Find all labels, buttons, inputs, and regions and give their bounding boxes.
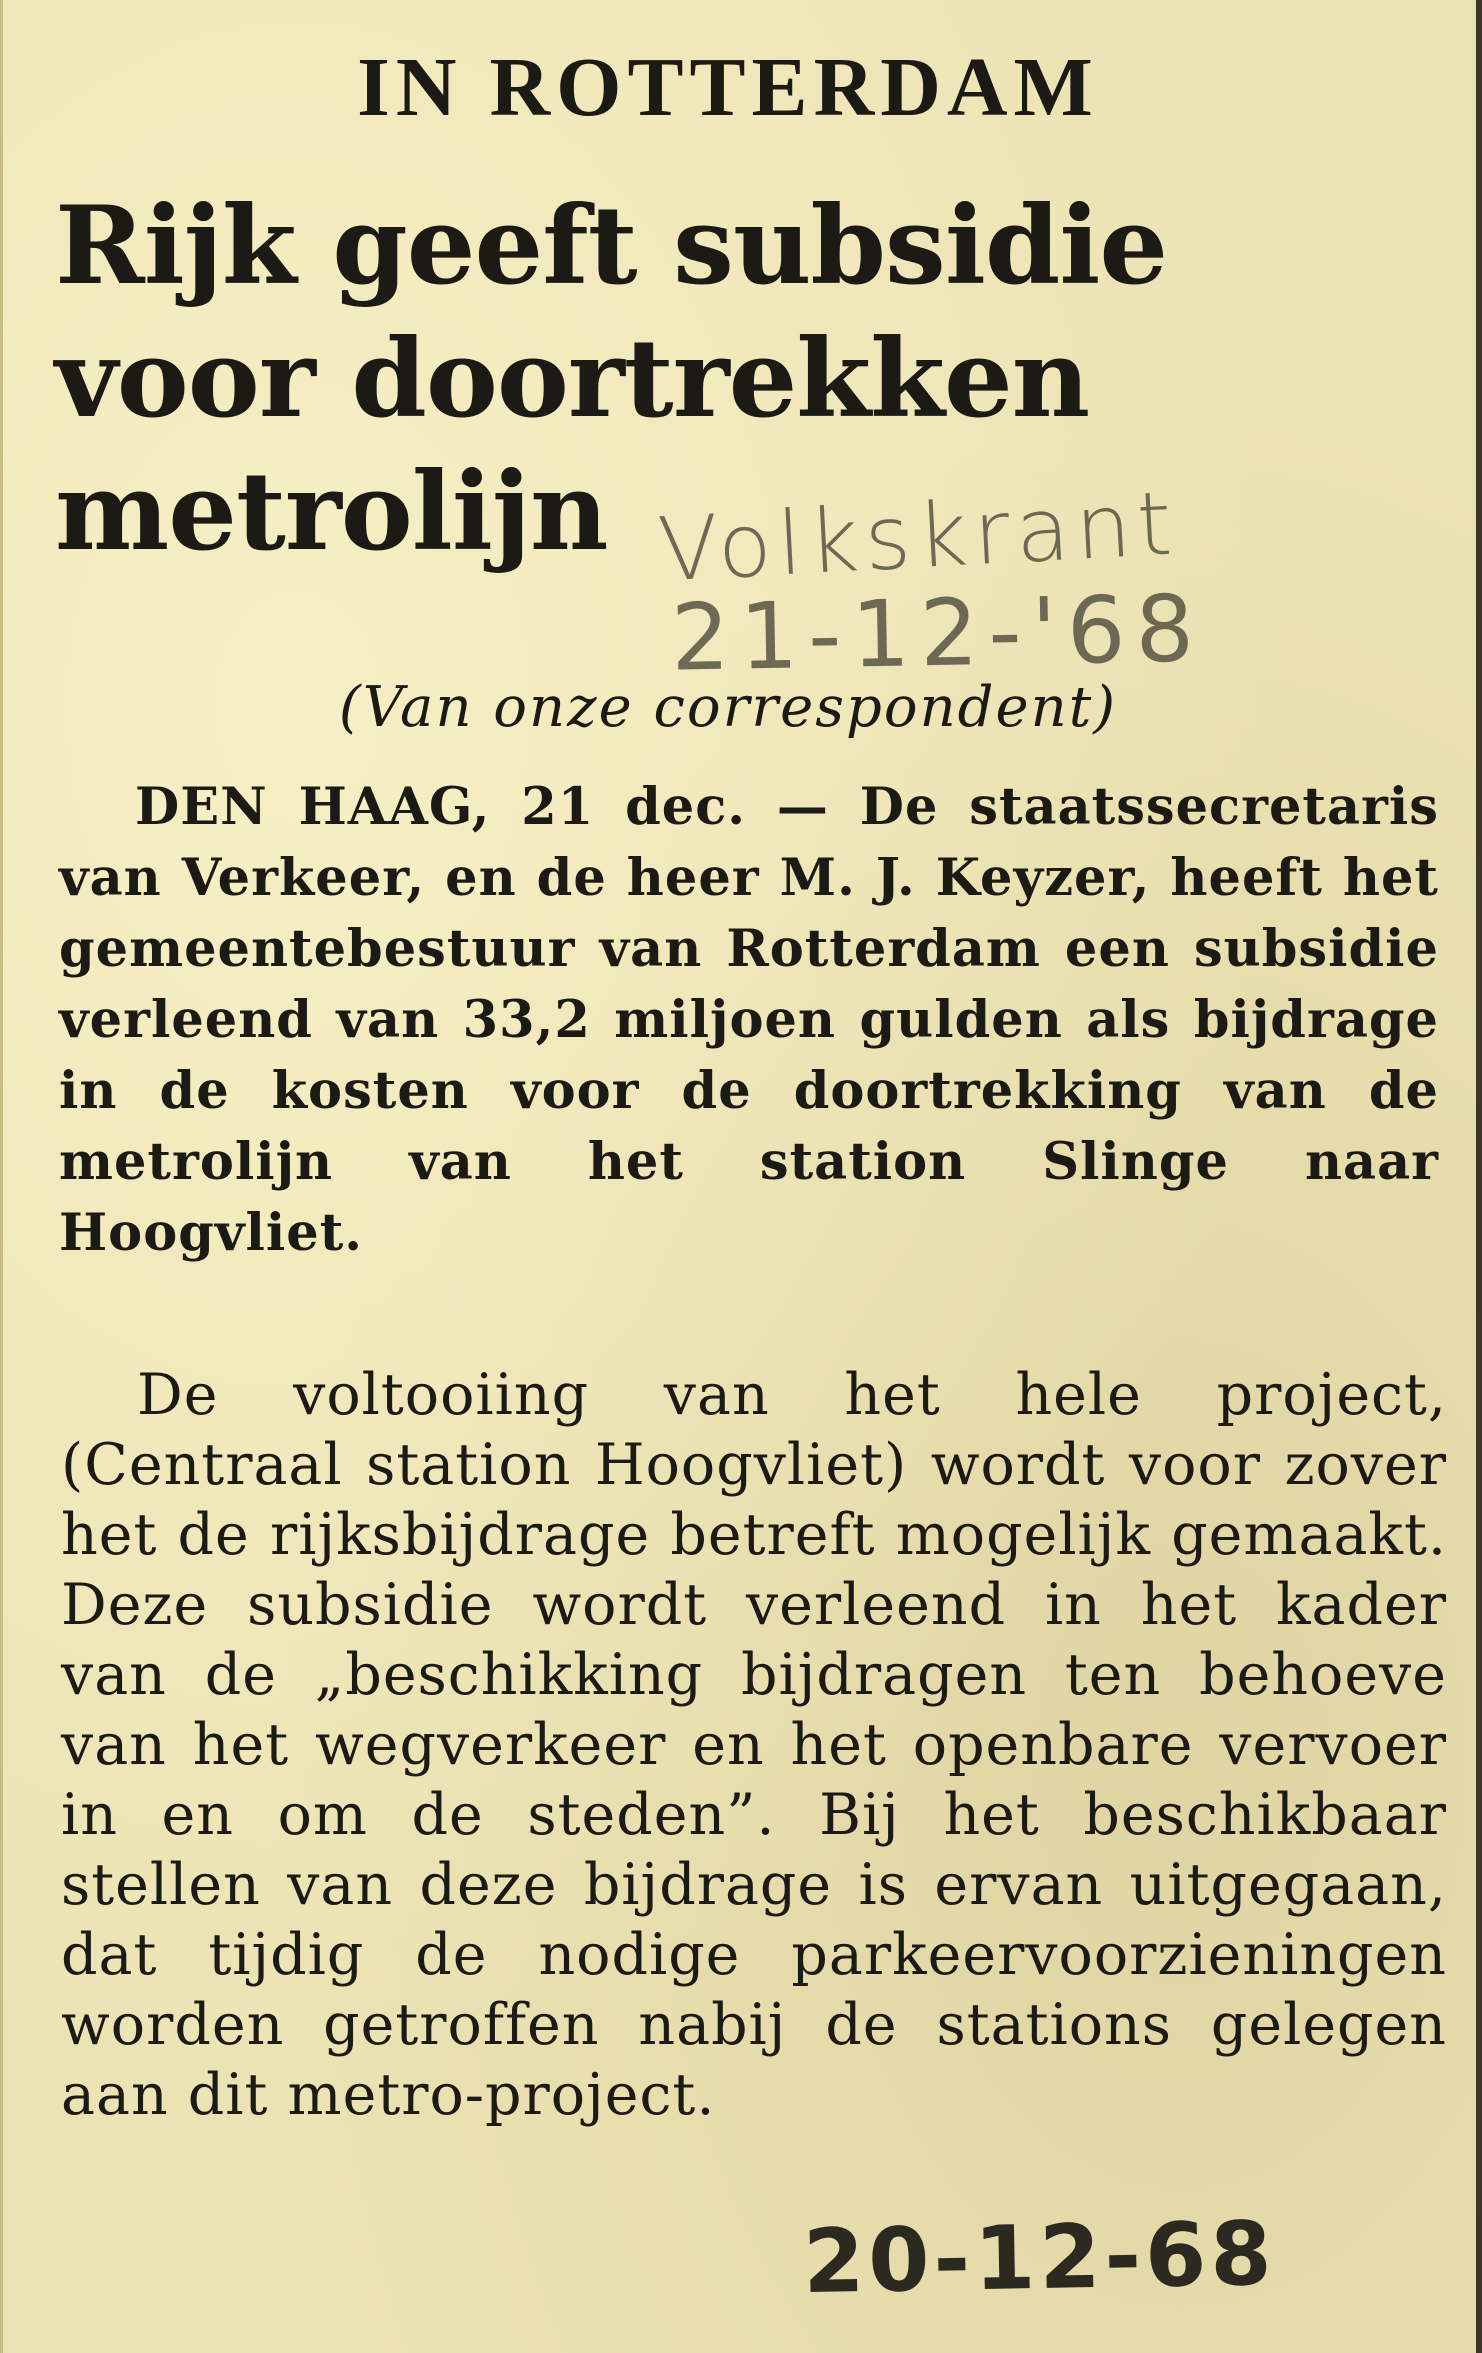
handwritten-date-note: 21-12-'68 [670, 575, 1205, 692]
article-body-paragraph: De voltooiing van het hele project, (Centraal station Hoogvliet) wordt voor zover het de rijksbijdrage betreft mogelijk gemaakt. Deze subsidie wordt verleend in het kader van de „beschikking bijdragen ten behoeve van het wegverkeer en het openbare vervoer in en om de steden”. Bij het beschikbaar stellen van deze bijdrage is ervan uitgegaan, dat tijdig de nodige parkeervoorzieningen worden getroffen nabij de stations gelegen aan dit metro-project. [61, 1362, 1447, 2128]
headline-line-3: metrolijn [55, 449, 608, 575]
article-byline: (Van onze correspondent) [338, 675, 1118, 740]
handwritten-date-stamp: 20-12-68 [802, 2201, 1277, 2314]
article-lead-paragraph: DEN HAAG, 21 dec. — De staatssecretaris van Verkeer, en de heer M. J. Keyzer, heeft het gemeentebestuur van Rotterdam een subsidie verleend van 33,2 miljoen gulden als bijdrage in de kosten voor de doortrekking van de metrolijn van het station Slinge naar Hoogvliet. [59, 777, 1439, 1263]
headline-line-2: voor doortrekken [55, 316, 1090, 442]
article-kicker: IN ROTTERDAM [357, 41, 1099, 134]
headline-line-1: Rijk geeft subsidie [55, 183, 1168, 309]
handwritten-source-note: Volkskrant [655, 471, 1181, 602]
